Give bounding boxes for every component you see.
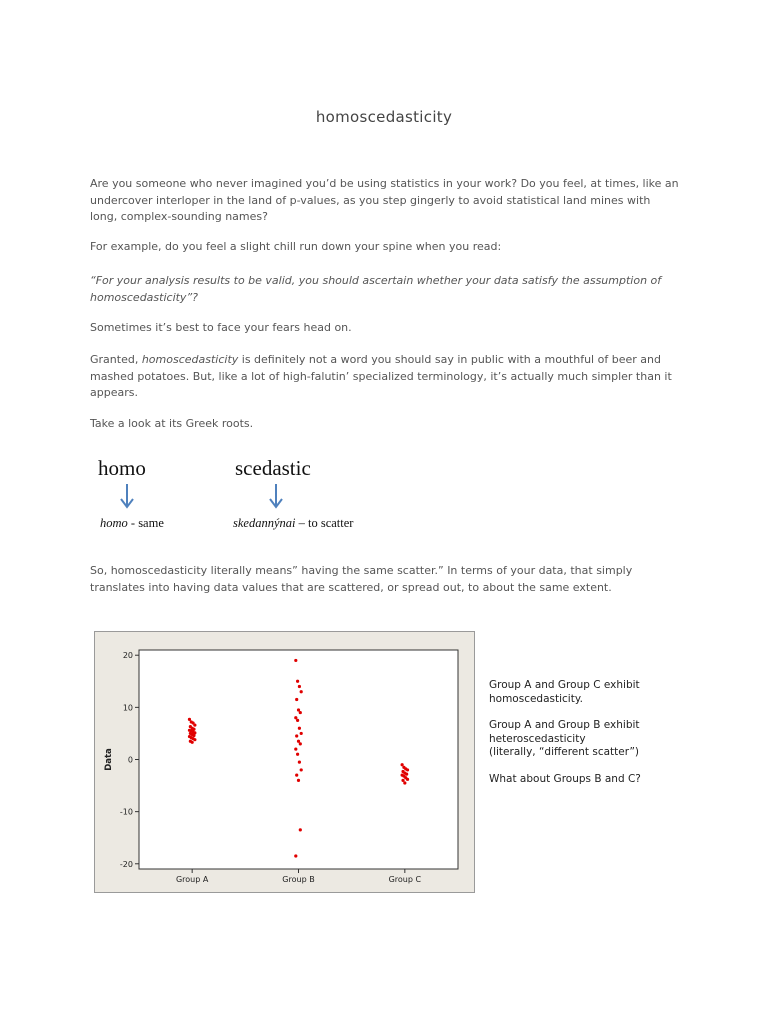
data-point bbox=[300, 732, 303, 735]
y-tick-label: 20 bbox=[122, 651, 133, 661]
data-point bbox=[406, 768, 409, 771]
data-point bbox=[294, 854, 297, 857]
data-point bbox=[295, 734, 298, 737]
scatter-chart bbox=[95, 632, 476, 894]
down-arrow-icon bbox=[269, 484, 283, 510]
data-point bbox=[296, 753, 299, 756]
data-point bbox=[193, 723, 196, 726]
note-question: What about Groups B and C? bbox=[489, 772, 641, 785]
data-point bbox=[191, 741, 194, 744]
x-tick-label: Group A bbox=[175, 875, 209, 884]
root-def-homo-term: homo bbox=[100, 516, 128, 530]
granted-paragraph bbox=[90, 352, 680, 402]
data-point bbox=[294, 716, 297, 719]
data-point bbox=[297, 740, 300, 743]
root-def-homo-meaning: - same bbox=[127, 516, 164, 530]
y-tick-label: 10 bbox=[122, 703, 133, 713]
data-point bbox=[297, 779, 300, 782]
data-point bbox=[193, 738, 196, 741]
data-point bbox=[298, 685, 301, 688]
quote-text: “For your analysis results to be valid, you should ascertain whether your data satisfy the assumption of homoscedasticity”? bbox=[90, 274, 662, 304]
y-axis-label: Data bbox=[104, 748, 114, 771]
data-point bbox=[295, 774, 298, 777]
fears-paragraph: Sometimes it’s best to face your fears head on. bbox=[90, 321, 352, 334]
scatter-paragraph: So, homoscedasticity literally means” having the same scatter.” In terms of your data, that simply translates into having data values that are scattered, or spread out, to about the same extent. bbox=[90, 564, 633, 594]
data-point bbox=[403, 781, 406, 784]
data-point bbox=[299, 742, 302, 745]
root-def-homo bbox=[100, 516, 164, 531]
intro-paragraph: Are you someone who never imagined you’d be using statistics in your work? Do you feel, at times, like an undercover interloper in the land of p-values, as you step gingerly to avoid statistical land mines with long, complex-sounding names? bbox=[90, 177, 679, 223]
down-arrow-icon bbox=[120, 484, 134, 510]
data-point bbox=[298, 761, 301, 764]
x-tick-label: Group C bbox=[388, 875, 422, 884]
plot-area bbox=[139, 650, 458, 869]
x-tick-label: Group B bbox=[282, 875, 315, 884]
data-point bbox=[192, 734, 195, 737]
data-point bbox=[297, 708, 300, 711]
quote-paragraph bbox=[90, 273, 680, 306]
data-point bbox=[300, 768, 303, 771]
note-heteroscedasticity: Group A and Group B exhibit heteroscedasticity (literally, “different scatter”) bbox=[489, 719, 640, 758]
data-point bbox=[401, 763, 404, 766]
data-point bbox=[401, 779, 404, 782]
scatter-chart-figure bbox=[94, 631, 475, 893]
y-tick-label: 0 bbox=[127, 755, 133, 765]
data-point bbox=[294, 659, 297, 662]
root-def-skedannynai-term: skedannýnai bbox=[233, 516, 296, 530]
data-point bbox=[296, 680, 299, 683]
granted-post: is definitely not a word you should say in public with a mouthful of beer and mashed potatoes. But, like a lot of high-falutin’ specialized terminology, it’s actually much simpler than it appears. bbox=[90, 353, 672, 399]
y-tick-label: -20 bbox=[119, 859, 133, 869]
data-point bbox=[405, 773, 408, 776]
granted-pre: Granted, bbox=[90, 353, 142, 366]
y-tick-label: -10 bbox=[119, 807, 133, 817]
root-def-skedannynai-meaning: – to scatter bbox=[295, 516, 354, 530]
data-point bbox=[299, 711, 302, 714]
root-word-homo: homo bbox=[98, 456, 146, 480]
page-title: homoscedasticity bbox=[315, 108, 453, 126]
data-point bbox=[188, 718, 191, 721]
data-point bbox=[295, 698, 298, 701]
greek-roots-paragraph: Take a look at its Greek roots. bbox=[90, 417, 254, 430]
example-paragraph: For example, do you feel a slight chill run down your spine when you read: bbox=[90, 240, 502, 253]
data-point bbox=[296, 719, 299, 722]
greek-roots-figure bbox=[90, 450, 410, 545]
root-word-scedastic: scedastic bbox=[235, 456, 311, 480]
note-homoscedasticity: Group A and Group C exhibit homoscedasticity. bbox=[489, 679, 640, 705]
root-def-skedannynai bbox=[233, 516, 353, 531]
data-point bbox=[299, 828, 302, 831]
chart-notes bbox=[489, 679, 689, 799]
data-point bbox=[300, 690, 303, 693]
data-point bbox=[298, 727, 301, 730]
granted-term: homoscedasticity bbox=[141, 353, 239, 366]
data-point bbox=[294, 747, 297, 750]
data-point bbox=[406, 778, 409, 781]
